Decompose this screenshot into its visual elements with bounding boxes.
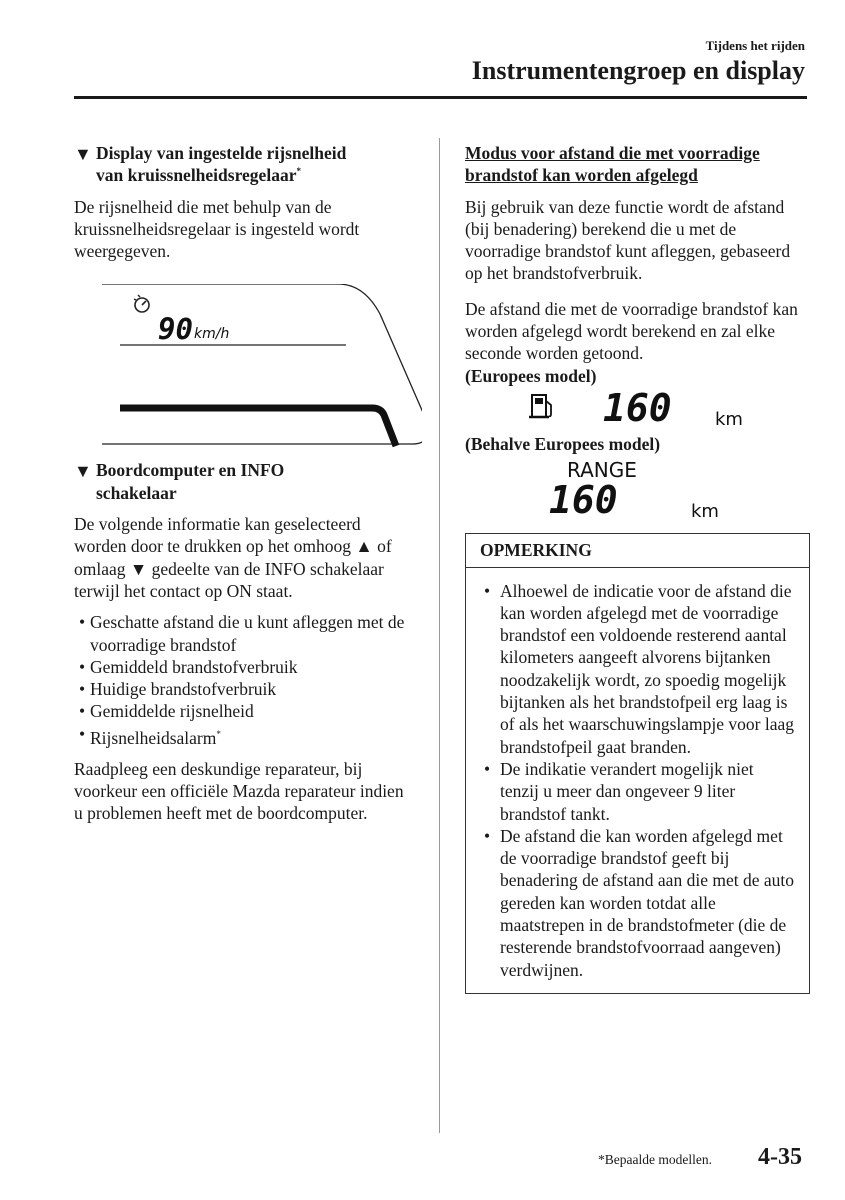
cruise-speed-display-figure — [102, 284, 422, 456]
page-title: Instrumentengroep en display — [471, 56, 805, 85]
list-item: • Geschatte afstand die u kunt afleggen met de voorradige brandstof — [79, 612, 405, 655]
note-list — [480, 580, 795, 981]
left-column — [74, 142, 414, 825]
range-value-european: 160 — [603, 388, 672, 430]
note-body — [466, 568, 809, 993]
list-item: • Rijsnelheidsalarm* — [79, 723, 221, 748]
footnote-mark: * — [296, 166, 301, 177]
title-rule — [74, 96, 807, 99]
paragraph: Raadpleeg een deskundige reparateur, bij voorkeur een officiële Mazda reparateur indien u problemen heeft met de boordcomputer. — [74, 758, 404, 824]
paragraph: De afstand die met de voorradige brandstof kan worden afgelegd wordt berekend en zal elke seconde worden getoond. — [465, 298, 798, 364]
list-item: • De indikatie verandert mogelijk niet tenzij u meer dan ongeveer 9 liter brandstof tankt. — [484, 758, 754, 824]
paragraph: De rijsnelheid die met behulp van de kruissnelheidsregelaar is ingesteld wordt weergegeven. — [74, 196, 360, 262]
heading-line: van kruissnelheidsregelaar* — [96, 165, 301, 186]
cruise-speed-unit: km/h — [194, 326, 230, 343]
range-value-non-european: 160 — [549, 478, 618, 523]
list-item: • Gemiddeld brandstofverbruik — [79, 656, 298, 677]
down-triangle-icon: ▼ — [74, 461, 92, 482]
down-triangle-icon: ▼ — [74, 144, 92, 164]
heading-line: Boordcomputer en INFO — [96, 460, 285, 481]
section-heading-trip-computer — [74, 459, 414, 504]
page-number: 4-35 — [758, 1144, 802, 1170]
list-item: • Huidige brandstofverbruik — [79, 679, 277, 700]
range-display-european — [525, 389, 825, 431]
fuel-pump-icon — [529, 395, 551, 417]
range-unit-non-european: km — [691, 501, 719, 523]
heading-line: schakelaar — [96, 482, 177, 503]
footnote: *Bepaalde modellen. — [598, 1152, 712, 1167]
cruise-control-icon — [134, 295, 149, 312]
range-unit-european: km — [715, 408, 743, 430]
subsection-heading: Modus voor afstand die met voorradige brandstof kan worden afgelegd — [465, 143, 760, 186]
paragraph: Bij gebruik van deze functie wordt de afstand (bij benadering) berekend die u met de voorradige brandstof kunt afleggen, gebaseerd op het brandstofverbruik. — [465, 196, 791, 284]
column-divider — [439, 138, 440, 1133]
note-box — [465, 533, 810, 994]
list-item: • De afstand die kan worden afgelegd met de voorradige brandstof geeft bij benadering de afstand aan die met de auto gereden kan worden totdat alle maatstrepen in de brandstofmeter (die de resterende brandstofvoorraad aangeven) verdwijnen. — [484, 825, 794, 980]
section-heading-cruise-display — [74, 142, 414, 187]
info-list — [74, 611, 414, 749]
range-label: RANGE — [567, 458, 637, 483]
label-european-model: (Europees model) — [465, 365, 597, 386]
section-label: Tijdens het rijden — [705, 38, 805, 53]
note-title: OPMERKING — [466, 534, 809, 567]
footnote-mark: * — [216, 728, 221, 739]
list-item: • Alhoewel de indicatie voor de afstand die kan worden afgelegd met de voorradige brandstof een voldoende resterend aantal kilometers aangeeft alvorens bijtanken noodzakelijk wordt, zo spoedig mogelijk bijtanken als het brandstofpeil erg laag is of als het waarschuwingslampje voor laag brandstofpeil gaat branden. — [484, 580, 795, 757]
range-display-non-european — [545, 455, 845, 523]
cruise-speed-value: 90 — [158, 312, 193, 347]
right-column — [465, 142, 810, 994]
list-item: • Gemiddelde rijsnelheid — [79, 701, 254, 722]
label-non-european-model: (Behalve Europees model) — [465, 433, 661, 454]
paragraph: De volgende informatie kan geselecteerd worden door te drukken op het omhoog ▲ of omlaag ▼ gedeelte van de INFO schakelaar terwijl het contact op ON staat. — [74, 514, 392, 601]
heading-line: Display van ingestelde rijsnelheid — [96, 143, 347, 163]
